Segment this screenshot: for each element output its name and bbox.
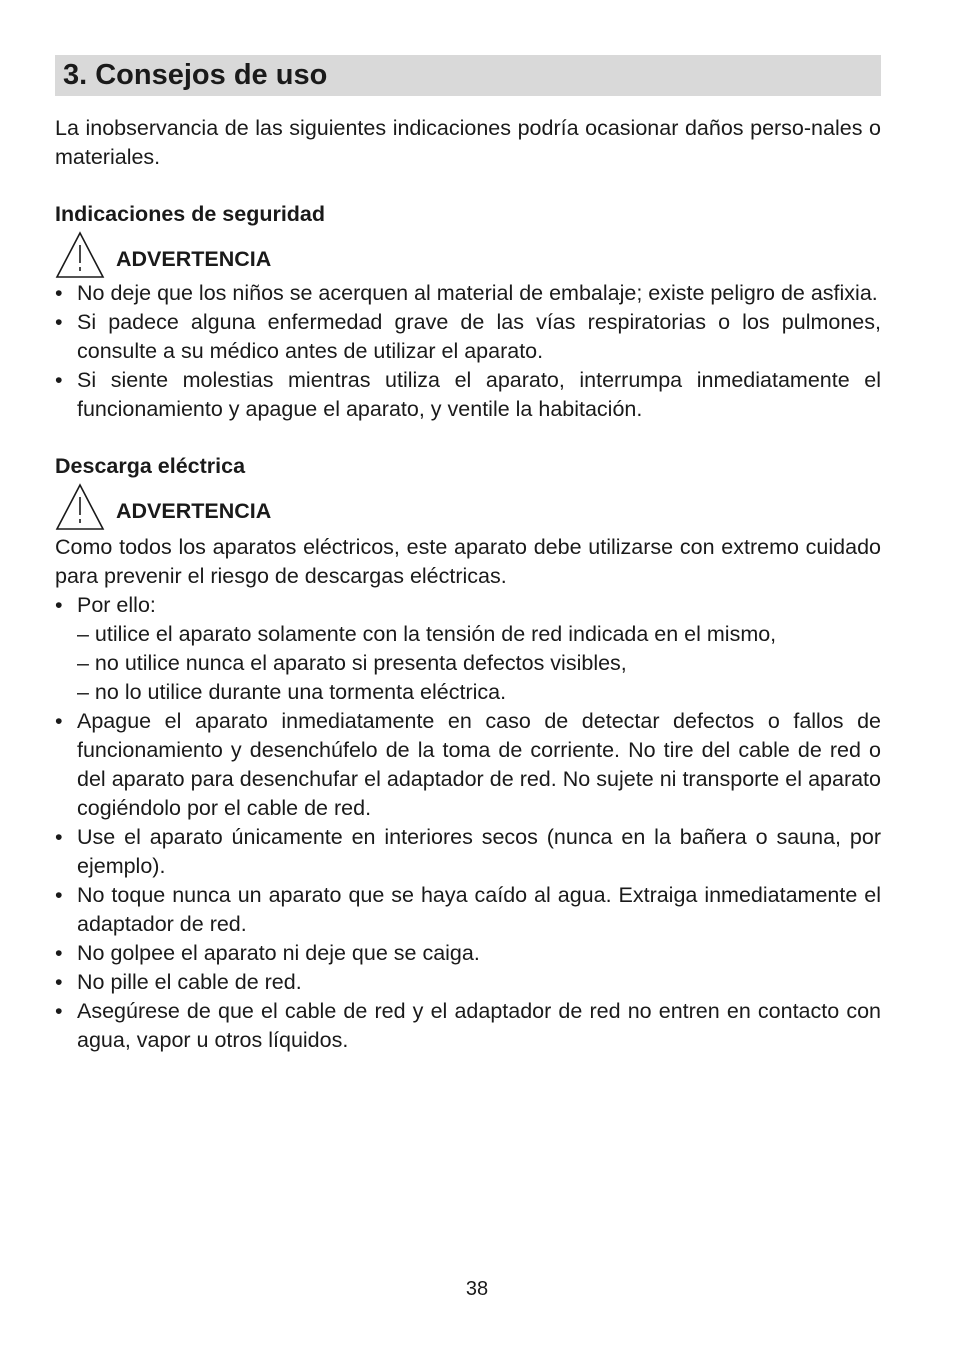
list-item: [55, 939, 881, 968]
safety-heading: Indicaciones de seguridad: [55, 202, 326, 226]
bullet-icon: •: [55, 368, 63, 392]
warning-label: ADVERTENCIA: [116, 499, 272, 523]
electric-heading: Descarga eléctrica: [55, 454, 246, 478]
section-header: [55, 55, 881, 96]
bullet-icon: •: [55, 825, 63, 849]
list-item-text: Apague el aparato inmediatamente en caso de detectar defectos o fallos de funcionamiento y desenchúfelo de la toma de corriente. No tire del cable de red o del aparato para desenchufar el adaptador de red. No sujete ni transporte el aparato cogiéndolo por el cable de red.: [77, 709, 881, 820]
warning-label: ADVERTENCIA: [116, 247, 272, 271]
list-item: [55, 968, 881, 997]
list-item-text: No golpee el aparato ni deje que se caiga.: [77, 941, 480, 965]
list-item: [55, 997, 881, 1055]
electric-intro: Como todos los aparatos eléctricos, este aparato debe utilizarse con extremo cuidado para prevenir el riesgo de descargas eléctricas.: [55, 535, 881, 588]
list-item-text: No toque nunca un aparato que se haya caído al agua. Extraiga inmediatamente el adaptador de red.: [77, 883, 881, 936]
sub-list-item: – no lo utilice durante una tormenta eléctrica.: [77, 680, 507, 704]
electric-sub-list: [55, 620, 881, 707]
bullet-icon: •: [55, 593, 63, 617]
document-page: [55, 55, 881, 1055]
bullet-icon: •: [55, 281, 63, 305]
list-item: [55, 881, 881, 939]
intro-paragraph: La inobservancia de las siguientes indicaciones podría ocasionar daños perso-nales o materiales.: [55, 116, 881, 169]
list-item: [55, 823, 881, 881]
list-item: [55, 308, 881, 366]
list-item: [55, 707, 881, 823]
page-number: 38: [465, 1278, 489, 1300]
list-item: [55, 279, 881, 308]
list-item-text: Si siente molestias mientras utiliza el aparato, interrumpa inmediatamente el funcionamiento y apague el aparato, y ventile la habitación.: [77, 368, 881, 421]
bullet-icon: •: [55, 941, 63, 965]
bullet-icon: •: [55, 883, 63, 907]
warning-triangle-icon: [55, 231, 105, 279]
sub-list-item: – utilice el aparato solamente con la tensión de red indicada en el mismo,: [77, 622, 777, 646]
electric-list: [55, 707, 881, 1055]
list-item-text: Por ello:: [77, 593, 156, 617]
electric-lead-list: [55, 591, 881, 620]
list-item: [55, 366, 881, 424]
list-item-text: Asegúrese de que el cable de red y el adaptador de red no entren en contacto con agua, vapor u otros líquidos.: [77, 999, 881, 1052]
list-item-text: Si padece alguna enfermedad grave de las vías respiratorias o los pulmones, consulte a su médico antes de utilizar el aparato.: [77, 310, 881, 363]
electric-warning: [55, 481, 881, 531]
bullet-icon: •: [55, 310, 63, 334]
list-item-text: No deje que los niños se acerquen al material de embalaje; existe peligro de asfixia.: [77, 281, 878, 305]
list-item-text: No pille el cable de red.: [77, 970, 302, 994]
section-title: 3. Consejos de uso: [63, 59, 328, 91]
bullet-icon: •: [55, 999, 63, 1023]
bullet-icon: •: [55, 709, 63, 733]
list-item: [55, 591, 881, 620]
bullet-icon: •: [55, 970, 63, 994]
safety-list: [55, 279, 881, 424]
sub-list-item: – no utilice nunca el aparato si presenta defectos visibles,: [77, 651, 627, 675]
list-item-text: Use el aparato únicamente en interiores secos (nunca en la bañera o sauna, por ejemplo).: [77, 825, 881, 878]
warning-triangle-icon: [55, 483, 105, 531]
safety-warning: [55, 229, 881, 279]
